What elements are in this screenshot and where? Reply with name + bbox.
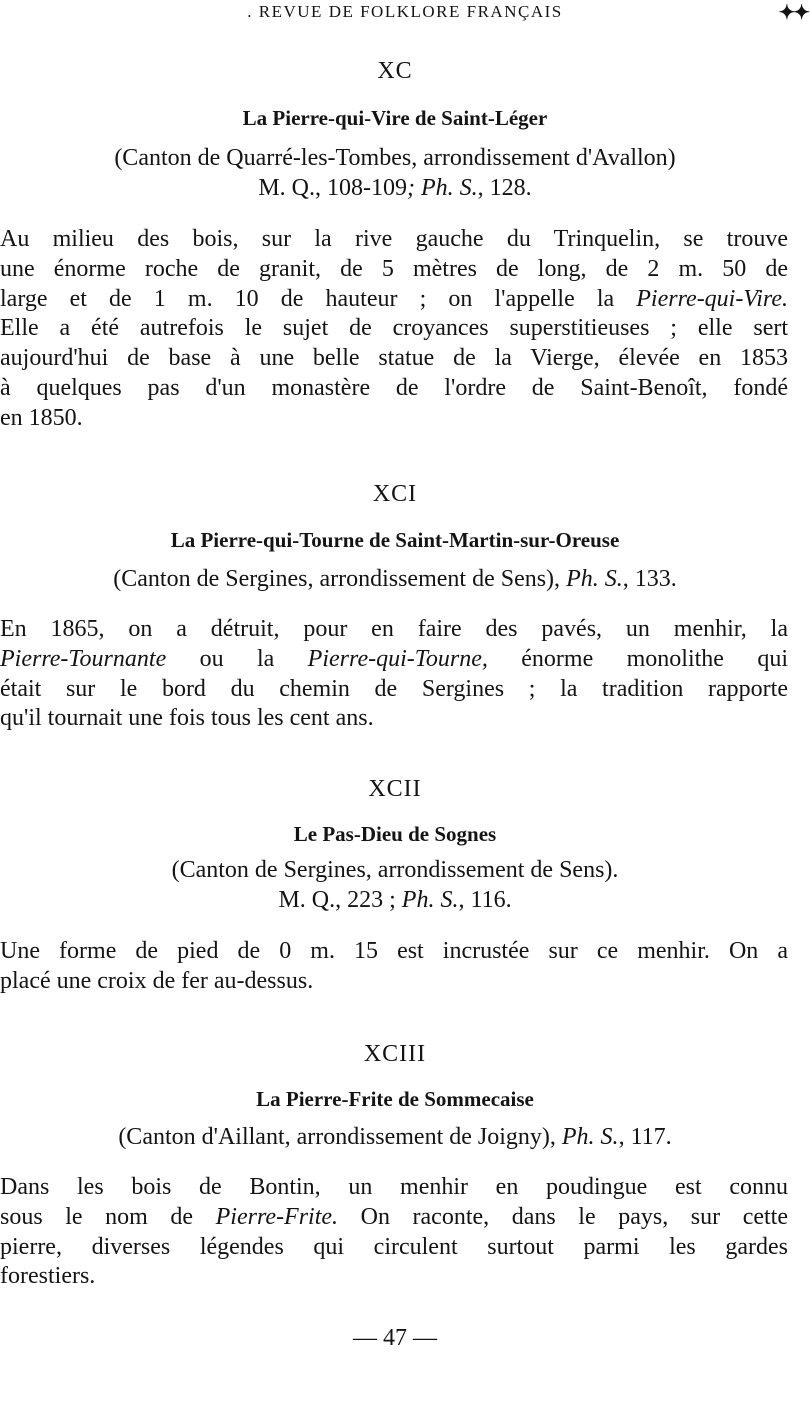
text-fragment: On raconte, dans le pays, sur cette <box>338 1203 788 1230</box>
section-numeral: XCIII <box>363 1041 427 1067</box>
section-paragraph <box>0 225 788 434</box>
text-line: à quelques pas d'un monastère de l'ordre de Saint-Benoît, fondé <box>0 374 788 401</box>
page-number: — 47 — <box>353 1325 437 1351</box>
location-text: (Canton d'Aillant, arrondissement de Joigny), <box>118 1124 562 1150</box>
section-paragraph <box>0 937 788 997</box>
text-fragment: énorme monolithe qui <box>487 645 788 672</box>
text-fragment: sous le nom de <box>0 1203 216 1230</box>
ornament-icon: ✦✦ <box>778 2 808 24</box>
section-title: Le Pas-Dieu de Sognes <box>293 822 497 846</box>
text-line: Au milieu des bois, sur la rive gauche du Trinquelin, se trouve <box>0 226 788 252</box>
reference-ph: Ph. S. <box>561 1124 619 1150</box>
text-line: Une forme de pied de 0 m. 15 est incrustée sur ce menhir. On a <box>0 938 788 964</box>
section-numeral: XC <box>377 58 413 84</box>
text-line: En 1865, on a détruit, pour en faire des pavés, un menhir, la <box>0 616 788 642</box>
section-location: (Canton de Quarré-les-Tombes, arrondissement d'Avallon) <box>114 145 676 171</box>
reference-mq: M. Q., 223 ; <box>278 887 402 913</box>
running-head: . REVUE DE FOLKLORE FRANÇAIS <box>247 2 563 21</box>
italic-name: Pierre-Frite. <box>215 1203 339 1230</box>
section-references <box>0 887 790 914</box>
text-line: pierre, diverses légendes qui circulent surtout parmi les gardes <box>0 1233 788 1260</box>
reference-page: , 116. <box>458 887 512 913</box>
section-location: (Canton de Sergines, arrondissement de Sens). <box>171 857 619 883</box>
section-numeral: XCII <box>368 776 422 802</box>
text-line: forestiers. <box>0 1263 96 1290</box>
text-line <box>0 285 788 315</box>
section-location <box>0 1124 790 1151</box>
text-line: était sur le bord du chemin de Sergines ; la tradition rapporte <box>0 675 788 702</box>
text-line: Elle a été autrefois le sujet de croyances superstitieuses ; elle sert <box>0 315 788 342</box>
text-line: en 1850. <box>0 404 83 431</box>
text-fragment: ou la <box>166 645 308 672</box>
section-numeral: XCI <box>372 481 418 507</box>
reference-ph: Ph. S. <box>566 566 623 592</box>
text-line: une énorme roche de granit, de 5 mètres de long, de 2 m. 50 de <box>0 255 788 282</box>
text-line <box>0 1203 788 1233</box>
italic-name: Pierre-Tournante <box>0 645 167 672</box>
italic-name: Pierre-qui-Tourne, <box>307 645 488 672</box>
location-text: (Canton de Sergines, arrondissement de Sens), <box>113 566 567 592</box>
text-line: qu'il tournait une fois tous les cent ans. <box>0 705 374 732</box>
section-paragraph <box>0 1173 788 1292</box>
reference-page: , 133. <box>622 566 677 592</box>
text-line: placé une croix de fer au-dessus. <box>0 967 314 994</box>
section-title: La Pierre-qui-Tourne de Saint-Martin-sur-Oreuse <box>170 528 620 552</box>
section-references <box>0 175 790 202</box>
text-line <box>0 645 788 675</box>
reference-page: , 117. <box>618 1124 672 1150</box>
text-fragment: large et de 1 m. 10 de hauteur ; on l'appelle la <box>0 285 637 312</box>
section-title: La Pierre-Frite de Sommecaise <box>256 1087 534 1111</box>
section-location <box>0 566 790 593</box>
reference-ph: Ph. S. <box>421 175 478 201</box>
text-line: aujourd'hui de base à une belle statue de la Vierge, élevée en 1853 <box>0 345 788 372</box>
reference-mq: M. Q., 108-109 <box>258 175 407 201</box>
text-line: Dans les bois de Bontin, un menhir en poudingue est connu <box>0 1174 788 1200</box>
italic-name: Pierre-qui-Vire. <box>636 285 788 312</box>
reference-page: , 128. <box>477 175 532 201</box>
section-paragraph <box>0 615 788 734</box>
section-title: La Pierre-qui-Vire de Saint-Léger <box>242 106 548 130</box>
reference-ph: Ph. S. <box>401 887 459 913</box>
reference-separator: ; <box>407 175 421 201</box>
